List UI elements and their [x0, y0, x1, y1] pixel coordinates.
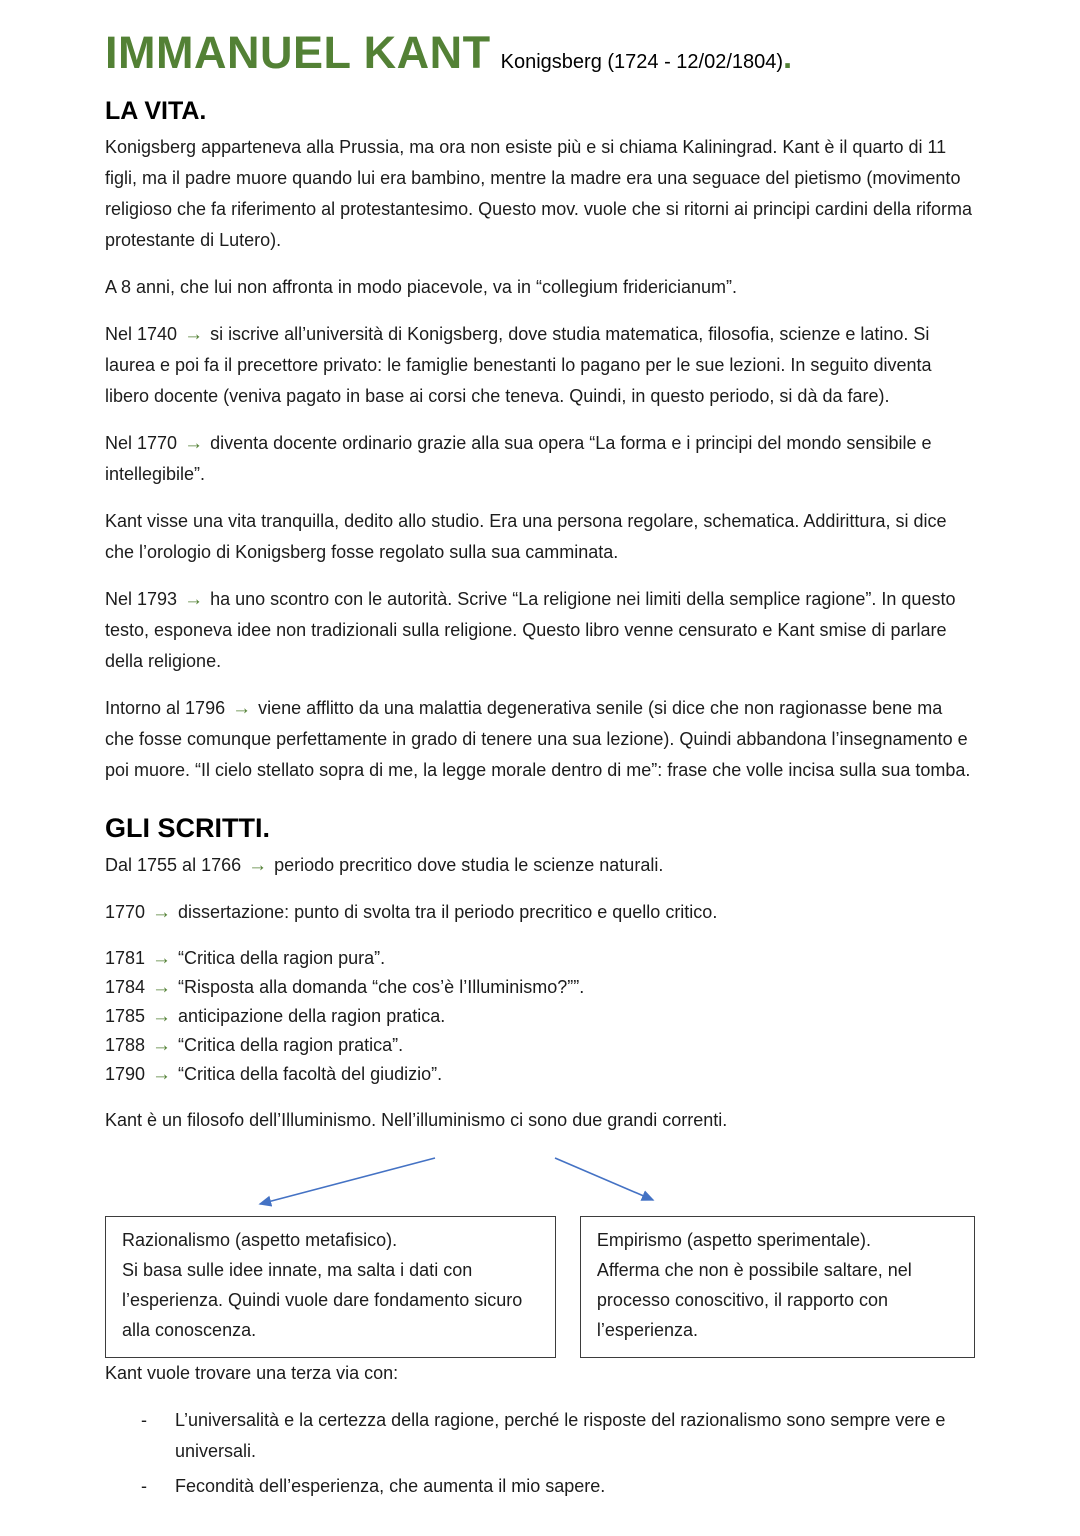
work-line-1784 [105, 973, 975, 1002]
arrow-right-icon: → [152, 1006, 172, 1028]
paragraph-collegium: A 8 anni, che lui non affronta in modo piacevole, va in “collegium fridericianum”. [105, 277, 738, 297]
list-item [105, 1405, 975, 1467]
paragraph-intorno-1796 [105, 693, 975, 786]
dash-bullet-icon: - [141, 1476, 147, 1497]
paragraph-text: viene afflitto da una malattia degenerativa senile (si dice che non ragionasse bene ma che fosse comunque perfettamente in grado di tenere una sua lezione). Quindi abbandona l’insegnamento e poi muore. “Il cielo stellato sopra di me, la legge morale dentro di me”: frase che volle incisa sulla sua tomba. [105, 698, 971, 780]
work-line-1788 [105, 1031, 975, 1060]
arrow-right-icon: → [184, 324, 204, 345]
current-boxes [105, 1216, 975, 1358]
year-lead: Nel 1770 [105, 433, 178, 453]
diagram-arrows [105, 1152, 975, 1216]
work-year: 1788 [105, 1035, 146, 1056]
green-dot-icon: . [783, 39, 792, 75]
paragraph-nel-1770 [105, 428, 975, 490]
box-empirismo [580, 1216, 975, 1358]
paragraph-konigsberg: Konigsberg apparteneva alla Prussia, ma ora non esiste più e si chiama Kaliningrad. Kant è il quarto di 11 figli, ma il padre muore quando lui era bambino, mentre la madre era una seguace del pietismo (movimento religioso che fa riferimento al protestantesimo. Questo mov. vuole che si ritorni ai principi cardini della riforma protestante di Lutero). [105, 137, 973, 250]
diagram-arrows-svg [105, 1152, 975, 1216]
work-year: 1790 [105, 1064, 146, 1085]
year-lead: Intorno al 1796 [105, 698, 226, 718]
list-item-text: Fecondità dell’esperienza, che aumenta il mio sapere. [175, 1476, 606, 1497]
bullet-list [105, 1405, 975, 1502]
paragraph-dissertazione [105, 897, 975, 928]
work-line-1781 [105, 944, 975, 973]
paragraph-nel-1793 [105, 584, 975, 677]
year-lead: 1770 [105, 902, 146, 923]
paragraph-text: si iscrive all’università di Konigsberg, dove studia matematica, filosofia, scienze e latino. Si laurea e poi fa il precettore privato: le famiglie benestanti lo pagano per le sue lezioni. In seguito diventa libero docente (veniva pagato in base ai corsi che teneva. Quindi, in questo periodo, si dà da fare). [105, 324, 932, 406]
work-title: anticipazione della ragion pratica. [178, 1006, 446, 1027]
works-list [105, 944, 975, 1089]
diagram-arrow-left [260, 1158, 435, 1204]
paragraph-text: dissertazione: punto di svolta tra il periodo precritico e quello critico. [178, 902, 718, 923]
box-body: Si basa sulle idee innate, ma salta i dati con l’esperienza. Quindi vuole dare fondamento sicuro alla conoscenza. [122, 1260, 523, 1341]
paragraph-nel-1740 [105, 319, 975, 412]
diagram-arrow-right [555, 1158, 653, 1200]
paragraph-text: periodo precritico dove studia le scienze naturali. [274, 855, 664, 876]
dash-bullet-icon: - [141, 1410, 147, 1431]
work-title: “Critica della ragion pura”. [178, 948, 386, 969]
work-title: “Risposta alla domanda “che cos’è l’Illuminismo?””. [178, 977, 585, 998]
list-item-text: L’universalità e la certezza della ragione, perché le risposte del razionalismo sono sempre vere e universali. [175, 1410, 946, 1462]
work-year: 1784 [105, 977, 146, 998]
arrow-right-icon: → [152, 1064, 172, 1086]
arrow-right-icon: → [184, 589, 204, 610]
page-title: IMMANUEL KANT [105, 27, 491, 78]
arrow-right-icon: → [152, 977, 172, 999]
arrow-right-icon: → [152, 902, 172, 924]
paragraph-text: ha uno scontro con le autorità. Scrive “La religione nei limiti della semplice ragione”. In questo testo, esponeva idee non tradizionali sulla religione. Questo libro venne censurato e Kant smise di parlare della religione. [105, 589, 956, 671]
work-line-1785 [105, 1002, 975, 1031]
document-header [105, 28, 975, 78]
paragraph-due-correnti: Kant è un filosofo dell’Illuminismo. Nell’illuminismo ci sono due grandi correnti. [105, 1110, 728, 1131]
box-title: Razionalismo (aspetto metafisico). [122, 1230, 398, 1251]
arrow-right-icon: → [152, 948, 172, 970]
paragraph-periodo-precritico [105, 850, 975, 881]
year-lead: Nel 1793 [105, 589, 178, 609]
work-title: “Critica della ragion pratica”. [178, 1035, 404, 1056]
work-line-1790 [105, 1060, 975, 1089]
year-lead: Nel 1740 [105, 324, 178, 344]
box-title: Empirismo (aspetto sperimentale). [596, 1230, 872, 1251]
paragraph-terza-via: Kant vuole trovare una terza via con: [105, 1363, 399, 1384]
work-title: “Critica della facoltà del giudizio”. [178, 1064, 443, 1085]
paragraph-vita-tranquilla: Kant visse una vita tranquilla, dedito allo studio. Era una persona regolare, schematica. Addirittura, si dice che l’orologio di Konigsberg fosse regolato sulla sua camminata. [105, 511, 947, 562]
arrow-right-icon: → [184, 433, 204, 454]
arrow-right-icon: → [248, 855, 268, 877]
section-heading-la-vita: LA VITA. [105, 97, 207, 125]
page-subtitle: Konigsberg (1724 - 12/02/1804) [500, 51, 784, 73]
section-heading-gli-scritti: GLI SCRITTI. [105, 813, 270, 843]
box-razionalismo [105, 1216, 556, 1358]
year-lead: Dal 1755 al 1766 [105, 855, 242, 876]
list-item [105, 1471, 975, 1502]
arrow-right-icon: → [232, 698, 252, 719]
work-year: 1785 [105, 1006, 146, 1027]
work-year: 1781 [105, 948, 146, 969]
box-body: Afferma che non è possibile saltare, nel processo conoscitivo, il rapporto con l’esperienza. [596, 1260, 912, 1341]
arrow-right-icon: → [152, 1035, 172, 1057]
paragraph-text: diventa docente ordinario grazie alla sua opera “La forma e i principi del mondo sensibile e intellegibile”. [105, 433, 932, 484]
